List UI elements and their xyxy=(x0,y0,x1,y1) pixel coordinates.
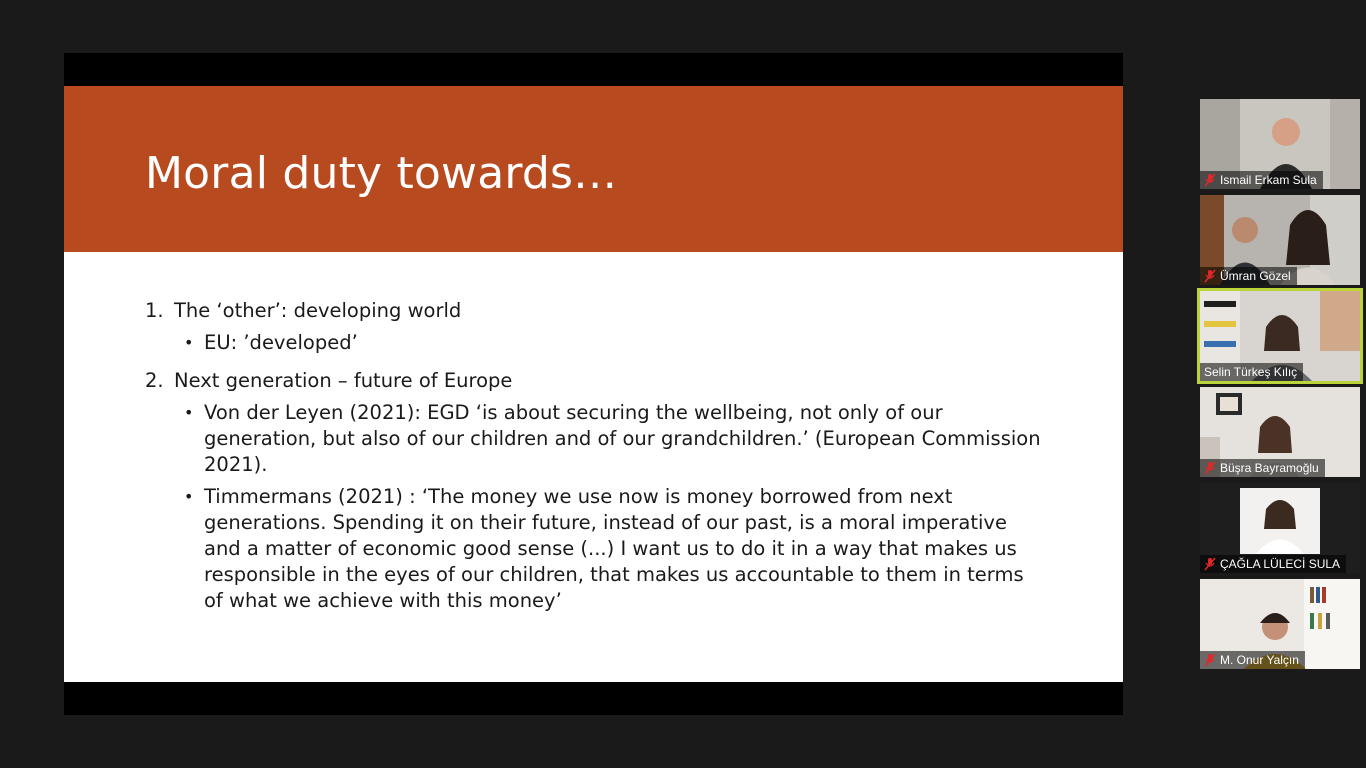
bullet-text: Von der Leyen (2021): EGD ‘is about securing the wellbeing, not only of our generation, but also of our children and of our grandchildren.’ (European Commission 2021). xyxy=(204,401,1041,476)
bullet-icon: • xyxy=(184,333,194,352)
participant-name: ÇAĞLA LÜLECİ SULA xyxy=(1220,557,1341,571)
bullet-icon: • xyxy=(184,403,194,422)
participant-name-tag xyxy=(1200,651,1305,669)
list-item xyxy=(145,368,1045,394)
list-text: Next generation – future of Europe xyxy=(174,369,513,392)
mic-muted-icon xyxy=(1204,269,1216,283)
participant-name: M. Onur Yalçın xyxy=(1220,653,1299,667)
mic-muted-icon xyxy=(1204,173,1216,187)
list-text: The ‘other’: developing world xyxy=(174,299,462,322)
participant-name-tag xyxy=(1200,459,1325,477)
presentation-slide xyxy=(64,86,1123,682)
participant-tile-active-speaker[interactable] xyxy=(1200,291,1360,381)
list-number: 2. xyxy=(145,369,164,392)
participant-name: Selin Türkeş Kılıç xyxy=(1204,365,1298,379)
slide-body xyxy=(145,298,1045,614)
participant-name: Ümran Gözel xyxy=(1220,269,1291,283)
bullet-item xyxy=(184,484,1045,614)
participant-tile[interactable] xyxy=(1200,195,1360,285)
shared-screen[interactable] xyxy=(64,53,1123,715)
bullet-icon: • xyxy=(184,487,194,506)
participant-name-tag xyxy=(1200,363,1303,381)
slide-header xyxy=(64,86,1123,252)
slide-title: Moral duty towards… xyxy=(145,148,618,199)
list-number: 1. xyxy=(145,299,164,322)
participant-tile[interactable] xyxy=(1200,483,1360,573)
participant-tile[interactable] xyxy=(1200,579,1360,669)
list-item xyxy=(145,298,1045,324)
mic-muted-icon xyxy=(1204,461,1216,475)
bullet-text: Timmermans (2021) : ‘The money we use now is money borrowed from next generations. Spending it on their future, instead of our past, is a moral imperative and a matter of economic good sense (...) I want us to do it in a way that makes us responsible in the eyes of our children, that makes us accountable to them in terms of what we achieve with this money’ xyxy=(204,485,1024,612)
bullet-text: EU: ’developed’ xyxy=(204,331,358,354)
sub-list xyxy=(184,400,1045,614)
bullet-item xyxy=(184,330,1045,356)
participant-name-tag xyxy=(1200,267,1297,285)
participant-tile[interactable] xyxy=(1200,99,1360,189)
participant-tile[interactable] xyxy=(1200,387,1360,477)
participant-name: Büşra Bayramoğlu xyxy=(1220,461,1319,475)
participant-name-tag xyxy=(1200,171,1323,189)
mic-muted-icon xyxy=(1204,653,1216,667)
participant-name: Ismail Erkam Sula xyxy=(1220,173,1317,187)
sub-list xyxy=(184,330,1045,356)
participant-name-tag xyxy=(1200,555,1346,573)
mic-muted-icon xyxy=(1204,557,1216,571)
bullet-item xyxy=(184,400,1045,478)
